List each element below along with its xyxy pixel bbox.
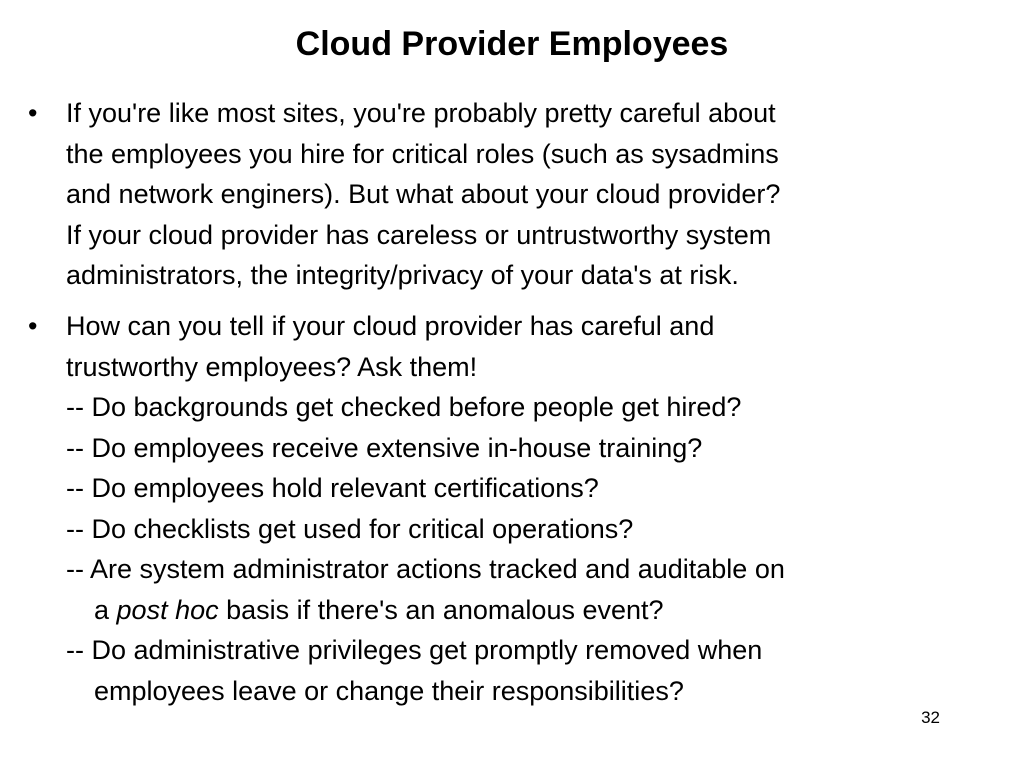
question-line-continuation: employees leave or change their responsibilities? (94, 675, 684, 706)
text-fragment: a (94, 594, 117, 625)
slide-title: Cloud Provider Employees (295, 25, 729, 63)
text-fragment: basis if there's an anomalous event? (218, 594, 664, 625)
bullet-item (28, 306, 988, 711)
question-line: -- Do employees receive extensive in-house training? (66, 432, 703, 463)
question-line-continuation (66, 590, 988, 631)
italic-text: post hoc (116, 594, 219, 625)
text-line: How can you tell if your cloud provider has careful and (66, 311, 715, 341)
question-line: -- Are system administrator actions tracked and auditable on (66, 554, 785, 584)
bullet-marker: • (28, 311, 38, 341)
bullet-item (28, 93, 988, 296)
text-line: If your cloud provider has careless or untrustworthy system (66, 219, 772, 250)
question-line: -- Do checklists get used for critical operations? (66, 513, 634, 544)
slide-number: 32 (921, 708, 940, 727)
text-line: trustworthy employees? Ask them! (66, 351, 478, 382)
bullet-text (66, 93, 988, 296)
bullet-text (66, 306, 988, 711)
question-line: -- Do employees hold relevant certifications? (66, 473, 599, 503)
text-line: the employees you hire for critical roles (such as sysadmins (66, 138, 779, 169)
text-line: and network enginers). But what about your cloud provider? (66, 179, 781, 209)
text-line: If you're like most sites, you're probably pretty careful about (66, 98, 776, 128)
text-line: administrators, the integrity/privacy of your data's at risk. (66, 260, 739, 290)
bullet-marker: • (28, 98, 38, 128)
question-line: -- Do administrative privileges get promptly removed when (66, 635, 763, 665)
question-line: -- Do backgrounds get checked before people get hired? (66, 392, 742, 422)
